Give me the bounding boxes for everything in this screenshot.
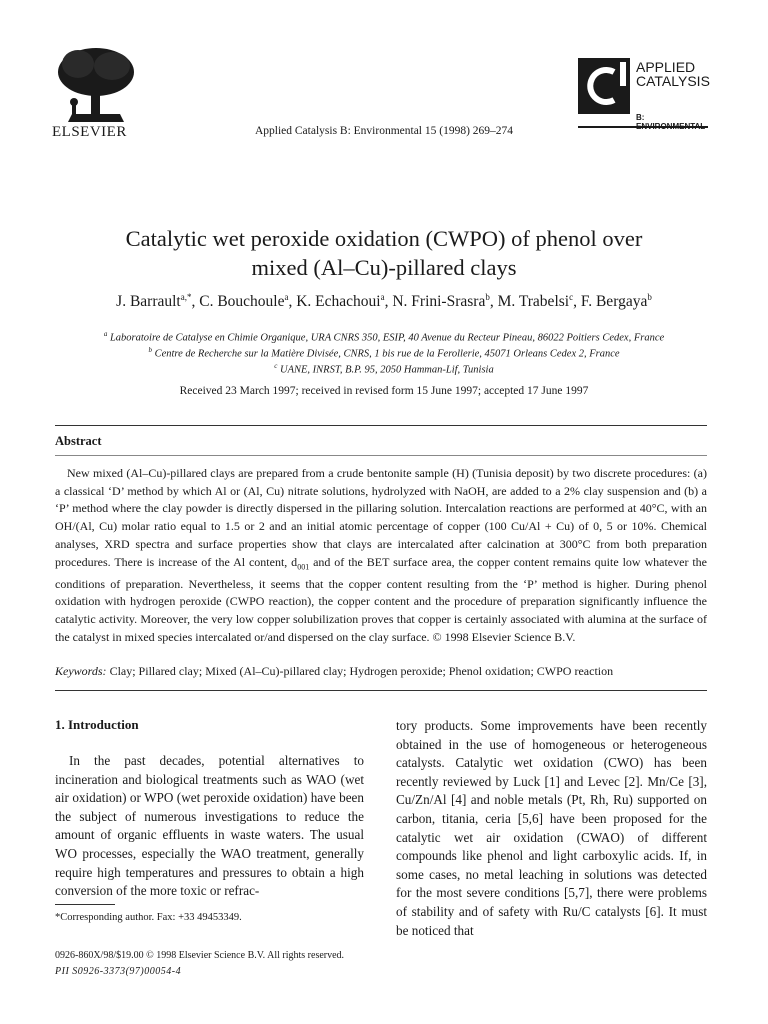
author-sup: a bbox=[284, 292, 289, 302]
publisher-name: ELSEVIER bbox=[52, 124, 127, 140]
divider-keywords bbox=[55, 690, 707, 691]
keywords bbox=[55, 664, 707, 679]
author-name: J. Barrault bbox=[116, 293, 181, 311]
journal-logo bbox=[578, 58, 708, 128]
journal-logo-line2: CATALYSIS bbox=[636, 73, 710, 89]
copyright-line: 0926-860X/98/$19.00 © 1998 Elsevier Science B.V. All rights reserved. bbox=[55, 950, 345, 961]
affiliation-mark: c bbox=[274, 362, 278, 370]
author-sup: b bbox=[485, 292, 490, 302]
abstract-text-1: New mixed (Al–Cu)-pillared clays are prepared from a crude bentonite sample (H) (Tunisia deposit) by two discrete procedures: (a) a classical ‘D’ method by which Al or (Al, Cu) nitrate solutions, hydrolyzed with NaOH, are added to a 2% clay suspension and (b) a ‘P’ method where the clay powder is directly dispersed in the pillaring solution. Intercalation reactions are performed at 40°C, with an OH/(Al, Cu) molar ratio equal to 1.5 or 2 and an initial atomic percentage of copper (100 Cu/Al + Cu) of 0, 5 or 10%. Chemical analyses, XRD spectra and surface properties show that clays are intercalated after calcination at 300°C from both preparation procedures. There is increase of the Al content, d bbox=[55, 466, 707, 569]
affiliation-text: Laboratoire de Catalyse en Chimie Organique, URA CNRS 350, ESIP, 40 Avenue du Recteur Pineau, 86022 Poitiers Cedex, France bbox=[109, 332, 665, 344]
footnote: *Corresponding author. Fax: +33 49453349. bbox=[55, 912, 242, 923]
footnote-rule bbox=[55, 904, 115, 905]
author-name: N. Frini-Srasra bbox=[392, 293, 486, 311]
author-name: F. Bergaya bbox=[580, 293, 648, 311]
body-column-left: In the past decades, potential alternatives to incineration and biological treatments such as WAO (wet air oxidation) or WPO (wet peroxide oxidation) have been the subject of numerous investigations to reduce the amount of organic effluents in waste waters. The usual WO processes, especially the WAO treatment, generally require high temperatures and pressures to obtain a high conversion of the more toxic or refrac- bbox=[55, 753, 364, 899]
journal-logo-subtitle: B: bbox=[636, 113, 645, 122]
author-sup: a,* bbox=[180, 292, 192, 302]
keywords-list: Clay; Pillared clay; Mixed (Al–Cu)-pillared clay; Hydrogen peroxide; Phenol oxidation; CWPO reaction bbox=[106, 664, 614, 678]
divider-abstract bbox=[55, 455, 707, 456]
journal-logo-rule bbox=[578, 126, 708, 128]
author-sup: b bbox=[647, 292, 652, 302]
author-sup: a bbox=[380, 292, 385, 302]
affiliation-text: UANE, INRST, B.P. 95, 2050 Hamman-Lif, Tunisia bbox=[280, 364, 494, 376]
affiliation-c bbox=[20, 359, 748, 378]
paper-title bbox=[60, 224, 708, 282]
author-list: J. Barrault$^{a,*}$, C. Bouchoule$^a$, K. Echachoui$^a$, N. Frini-Srasra$^b$, M. Trabelsi$^c$, F. Bergaya$^b$ bbox=[116, 292, 652, 311]
body-column-right: tory products. Some improvements have been recently obtained in the use of homogeneous or heterogeneous catalysts. Catalytic wet oxidation (CWO) has been recently reviewed by Luck [1] and Levec [2]. Mn/Ce [3], Cu/Zn/Al [4] and noble metals (Pt, Rh, Ru) supported on carbon, titania, ceria [5,6] have been proposed for the catalytic wet air oxidation (CWAO) of different compounds like phenol and light carboxylic acids. If, in some cases, no metal leaching in solutions was detected for the most severe conditions [5,7], there were problems of stability and of safety with Ru/C catalysts [6]. It must be noticed that bbox=[396, 718, 707, 938]
divider-top bbox=[55, 425, 707, 426]
affiliation-text: Centre de Recherche sur la Matière Divisée, CNRS, 1 bis rue de la Ferollerie, 45071 Orleans Cedex 2, France bbox=[154, 348, 620, 360]
title-line-2: mixed (Al–Cu)-pillared clays bbox=[251, 255, 517, 280]
abstract-heading: Abstract bbox=[55, 434, 102, 448]
affiliation-mark: b bbox=[148, 346, 152, 354]
received-dates: Received 23 March 1997; received in revised form 15 June 1997; accepted 17 June 1997 bbox=[179, 385, 589, 397]
author-name: C. Bouchoule bbox=[199, 293, 285, 311]
journal-logo-line1: APPLIED bbox=[636, 59, 696, 75]
keywords-label: Keywords: bbox=[55, 664, 107, 678]
section-heading: 1. Introduction bbox=[55, 717, 139, 732]
affiliation-mark: a bbox=[103, 330, 108, 338]
abstract-text-2: and of the BET surface area, the copper content remains quite low whatever the conditions of preparation. Nevertheless, it seems that the copper content resulting from the ‘P’ method is higher. During phenol oxidation with hydrogen peroxide (CWPO reaction), the copper content and the procedure of preparation significantly influence the catalytic activity. Moreover, the very low copper solubilization proves that copper is certainly associated with alumina at the surface of the catalyst in mixed species intercalated or/and dispersed on the clay surface. © 1998 Elsevier Science B.V. bbox=[55, 554, 707, 644]
author-name: M. Trabelsi bbox=[497, 293, 570, 311]
pii-line: PII S0926-3373(97)00054-4 bbox=[55, 966, 182, 977]
publisher-tree-logo bbox=[52, 44, 140, 124]
abstract-subscript: 001 bbox=[297, 561, 310, 571]
author-sup: c bbox=[569, 292, 574, 302]
abstract-body bbox=[55, 465, 707, 646]
journal-c-icon bbox=[578, 58, 630, 114]
journal-citation: Applied Catalysis B: Environmental 15 (1998) 269–274 bbox=[254, 125, 514, 137]
title-line-1: Catalytic wet peroxide oxidation (CWPO) of phenol over bbox=[125, 226, 643, 251]
author-name: K. Echachoui bbox=[296, 293, 381, 311]
